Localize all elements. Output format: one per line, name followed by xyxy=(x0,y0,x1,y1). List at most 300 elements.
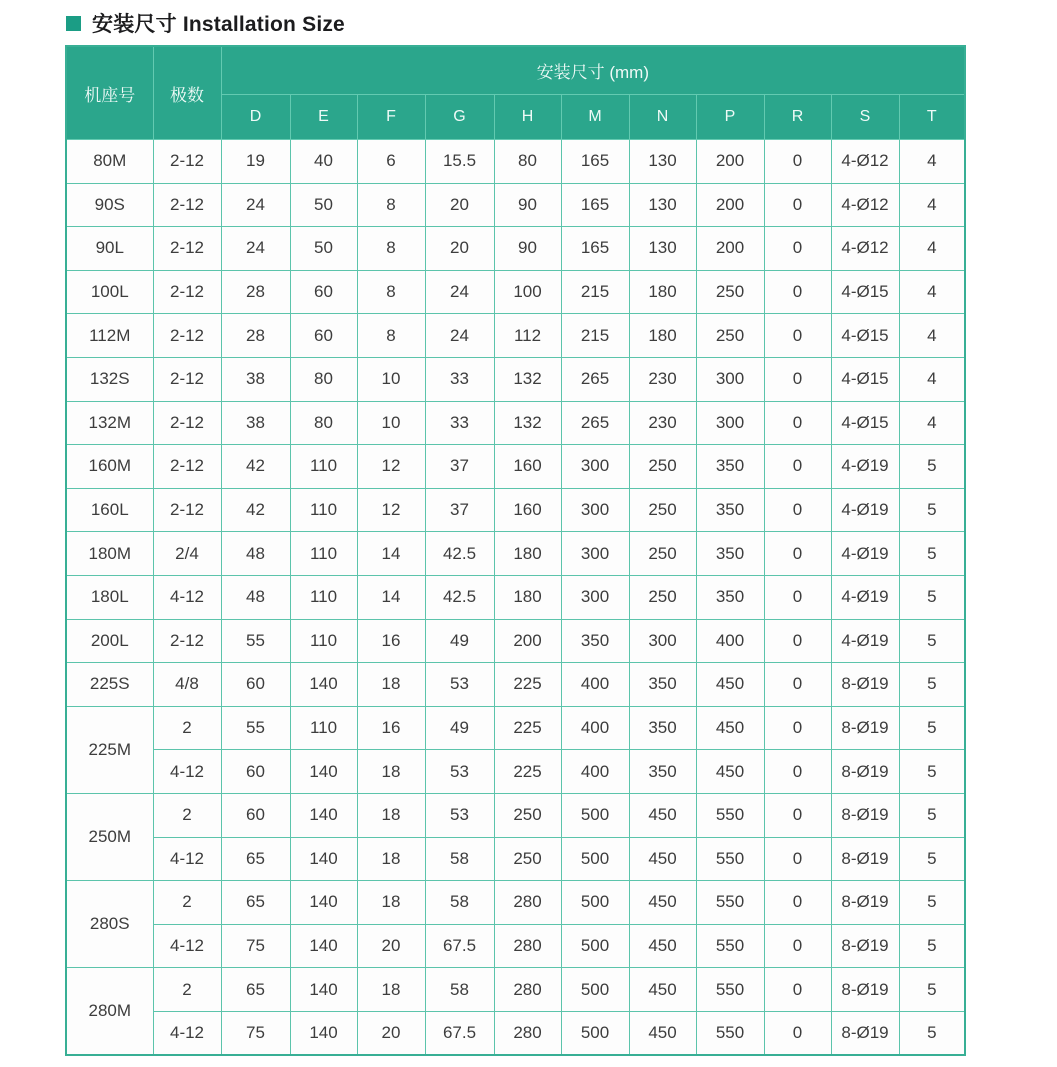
poles-cell: 2 xyxy=(153,881,221,925)
dim-cell-T: 4 xyxy=(899,314,965,358)
dim-cell-D: 48 xyxy=(221,575,290,619)
dim-cell-E: 40 xyxy=(290,140,357,184)
table-row xyxy=(66,227,965,271)
dim-cell-D: 48 xyxy=(221,532,290,576)
dim-cell-R: 0 xyxy=(764,881,831,925)
table-row xyxy=(66,837,965,881)
dim-cell-P: 450 xyxy=(696,663,764,707)
table-row xyxy=(66,619,965,663)
dim-cell-H: 280 xyxy=(494,924,561,968)
dim-cell-S: 8-Ø19 xyxy=(831,924,899,968)
poles-cell: 2-12 xyxy=(153,314,221,358)
dim-cell-F: 18 xyxy=(357,881,425,925)
dim-cell-N: 250 xyxy=(629,532,696,576)
dim-cell-F: 8 xyxy=(357,270,425,314)
table-row xyxy=(66,488,965,532)
dim-cell-R: 0 xyxy=(764,793,831,837)
dim-cell-P: 450 xyxy=(696,706,764,750)
dim-cell-H: 280 xyxy=(494,881,561,925)
dim-cell-E: 60 xyxy=(290,270,357,314)
dim-cell-G: 49 xyxy=(425,706,494,750)
frame-cell: 280S xyxy=(66,881,153,968)
frame-cell: 160M xyxy=(66,445,153,489)
dim-cell-F: 10 xyxy=(357,401,425,445)
dim-cell-E: 140 xyxy=(290,968,357,1012)
dim-cell-T: 4 xyxy=(899,270,965,314)
dim-cell-R: 0 xyxy=(764,750,831,794)
frame-cell: 80M xyxy=(66,140,153,184)
dim-cell-F: 16 xyxy=(357,706,425,750)
dim-cell-N: 250 xyxy=(629,445,696,489)
dim-cell-F: 14 xyxy=(357,532,425,576)
dim-cell-F: 20 xyxy=(357,1011,425,1055)
dim-cell-E: 110 xyxy=(290,619,357,663)
dim-cell-D: 28 xyxy=(221,314,290,358)
table-row xyxy=(66,140,965,184)
frame-cell: 100L xyxy=(66,270,153,314)
dim-cell-P: 300 xyxy=(696,357,764,401)
dim-cell-N: 130 xyxy=(629,227,696,271)
dim-cell-E: 140 xyxy=(290,750,357,794)
dim-cell-P: 350 xyxy=(696,445,764,489)
dim-cell-E: 50 xyxy=(290,227,357,271)
dim-cell-P: 550 xyxy=(696,881,764,925)
frame-cell: 225M xyxy=(66,706,153,793)
dim-cell-R: 0 xyxy=(764,488,831,532)
dim-cell-M: 215 xyxy=(561,314,629,358)
poles-cell: 2-12 xyxy=(153,227,221,271)
dim-cell-N: 130 xyxy=(629,183,696,227)
dim-cell-T: 4 xyxy=(899,227,965,271)
frame-cell: 112M xyxy=(66,314,153,358)
frame-cell: 132S xyxy=(66,357,153,401)
dim-cell-P: 200 xyxy=(696,227,764,271)
dim-cell-F: 18 xyxy=(357,750,425,794)
dim-cell-G: 58 xyxy=(425,837,494,881)
frame-cell: 90S xyxy=(66,183,153,227)
poles-cell: 2 xyxy=(153,793,221,837)
dim-cell-T: 5 xyxy=(899,445,965,489)
dim-cell-T: 5 xyxy=(899,575,965,619)
dim-cell-R: 0 xyxy=(764,445,831,489)
dim-cell-M: 300 xyxy=(561,488,629,532)
table-row xyxy=(66,314,965,358)
dim-cell-E: 80 xyxy=(290,357,357,401)
dim-cell-H: 280 xyxy=(494,968,561,1012)
dim-cell-R: 0 xyxy=(764,619,831,663)
dim-cell-P: 550 xyxy=(696,968,764,1012)
dim-cell-D: 65 xyxy=(221,968,290,1012)
dim-cell-T: 5 xyxy=(899,619,965,663)
dim-cell-T: 4 xyxy=(899,357,965,401)
frame-cell: 160L xyxy=(66,488,153,532)
dim-cell-H: 90 xyxy=(494,183,561,227)
dim-cell-S: 4-Ø15 xyxy=(831,357,899,401)
dim-cell-E: 110 xyxy=(290,706,357,750)
dim-cell-P: 350 xyxy=(696,532,764,576)
dim-cell-R: 0 xyxy=(764,401,831,445)
header-dim-H: H xyxy=(494,95,561,140)
dim-cell-H: 225 xyxy=(494,706,561,750)
dim-cell-T: 5 xyxy=(899,663,965,707)
dim-cell-H: 180 xyxy=(494,575,561,619)
dim-cell-F: 20 xyxy=(357,924,425,968)
frame-cell: 180L xyxy=(66,575,153,619)
table-row xyxy=(66,881,965,925)
dim-cell-N: 250 xyxy=(629,575,696,619)
poles-cell: 2-12 xyxy=(153,140,221,184)
dim-cell-S: 8-Ø19 xyxy=(831,750,899,794)
frame-cell: 200L xyxy=(66,619,153,663)
dim-cell-D: 60 xyxy=(221,793,290,837)
dim-cell-H: 160 xyxy=(494,445,561,489)
dim-cell-G: 42.5 xyxy=(425,532,494,576)
dim-cell-P: 550 xyxy=(696,924,764,968)
header-frame-number: 机座号 xyxy=(66,46,153,140)
dim-cell-T: 4 xyxy=(899,140,965,184)
dim-cell-T: 5 xyxy=(899,837,965,881)
frame-cell: 280M xyxy=(66,968,153,1056)
dim-cell-H: 225 xyxy=(494,750,561,794)
dim-cell-G: 15.5 xyxy=(425,140,494,184)
dim-cell-S: 4-Ø15 xyxy=(831,314,899,358)
header-dim-F: F xyxy=(357,95,425,140)
dim-cell-T: 4 xyxy=(899,401,965,445)
dim-cell-T: 5 xyxy=(899,881,965,925)
dim-cell-M: 265 xyxy=(561,357,629,401)
dim-cell-N: 450 xyxy=(629,881,696,925)
table-row xyxy=(66,445,965,489)
dim-cell-F: 10 xyxy=(357,357,425,401)
dim-cell-G: 37 xyxy=(425,445,494,489)
dim-cell-D: 60 xyxy=(221,663,290,707)
table-row xyxy=(66,183,965,227)
dim-cell-N: 180 xyxy=(629,314,696,358)
dim-cell-D: 65 xyxy=(221,837,290,881)
dim-cell-E: 110 xyxy=(290,532,357,576)
dim-cell-M: 500 xyxy=(561,793,629,837)
table-row xyxy=(66,357,965,401)
poles-cell: 2-12 xyxy=(153,619,221,663)
dim-cell-G: 33 xyxy=(425,401,494,445)
dim-cell-R: 0 xyxy=(764,532,831,576)
table-row xyxy=(66,924,965,968)
dim-cell-N: 350 xyxy=(629,663,696,707)
dim-cell-S: 8-Ø19 xyxy=(831,837,899,881)
dim-cell-N: 180 xyxy=(629,270,696,314)
dim-cell-M: 500 xyxy=(561,924,629,968)
frame-cell: 180M xyxy=(66,532,153,576)
dim-cell-M: 265 xyxy=(561,401,629,445)
dim-cell-D: 38 xyxy=(221,401,290,445)
dim-cell-T: 5 xyxy=(899,968,965,1012)
dim-cell-G: 67.5 xyxy=(425,924,494,968)
dim-cell-T: 5 xyxy=(899,532,965,576)
header-dim-S: S xyxy=(831,95,899,140)
dim-cell-R: 0 xyxy=(764,837,831,881)
dim-cell-N: 450 xyxy=(629,1011,696,1055)
dim-cell-H: 90 xyxy=(494,227,561,271)
dim-cell-S: 8-Ø19 xyxy=(831,706,899,750)
dim-cell-H: 112 xyxy=(494,314,561,358)
dim-cell-M: 400 xyxy=(561,706,629,750)
header-dim-D: D xyxy=(221,95,290,140)
dim-cell-D: 19 xyxy=(221,140,290,184)
dim-cell-D: 55 xyxy=(221,619,290,663)
dim-cell-P: 250 xyxy=(696,270,764,314)
dim-cell-G: 58 xyxy=(425,881,494,925)
dim-cell-H: 200 xyxy=(494,619,561,663)
dim-cell-N: 230 xyxy=(629,401,696,445)
dim-cell-M: 400 xyxy=(561,663,629,707)
dim-cell-D: 38 xyxy=(221,357,290,401)
dim-cell-S: 4-Ø19 xyxy=(831,575,899,619)
dim-cell-R: 0 xyxy=(764,663,831,707)
poles-cell: 2/4 xyxy=(153,532,221,576)
dim-cell-P: 350 xyxy=(696,488,764,532)
dim-cell-R: 0 xyxy=(764,968,831,1012)
dim-cell-M: 300 xyxy=(561,575,629,619)
dim-cell-F: 6 xyxy=(357,140,425,184)
header-dim-R: R xyxy=(764,95,831,140)
dim-cell-N: 450 xyxy=(629,968,696,1012)
dim-cell-G: 42.5 xyxy=(425,575,494,619)
dim-cell-T: 5 xyxy=(899,488,965,532)
dim-cell-H: 132 xyxy=(494,357,561,401)
header-dim-P: P xyxy=(696,95,764,140)
section-title-text: 安装尺寸 Installation Size xyxy=(92,13,345,36)
dim-cell-G: 49 xyxy=(425,619,494,663)
dim-cell-P: 200 xyxy=(696,183,764,227)
dim-cell-S: 8-Ø19 xyxy=(831,793,899,837)
dim-cell-T: 5 xyxy=(899,793,965,837)
dim-cell-G: 53 xyxy=(425,663,494,707)
dim-cell-N: 450 xyxy=(629,837,696,881)
table-row xyxy=(66,1011,965,1055)
dim-cell-G: 24 xyxy=(425,314,494,358)
dim-cell-D: 24 xyxy=(221,183,290,227)
dim-cell-T: 5 xyxy=(899,750,965,794)
table-row xyxy=(66,663,965,707)
dim-cell-N: 350 xyxy=(629,750,696,794)
header-dim-T: T xyxy=(899,95,965,140)
dim-cell-M: 165 xyxy=(561,140,629,184)
dim-cell-R: 0 xyxy=(764,706,831,750)
poles-cell: 4-12 xyxy=(153,924,221,968)
dim-cell-F: 8 xyxy=(357,183,425,227)
header-pole-count: 极数 xyxy=(153,46,221,140)
dim-cell-F: 18 xyxy=(357,837,425,881)
dim-cell-D: 65 xyxy=(221,881,290,925)
dim-cell-R: 0 xyxy=(764,140,831,184)
table-row xyxy=(66,401,965,445)
poles-cell: 2 xyxy=(153,968,221,1012)
poles-cell: 2-12 xyxy=(153,488,221,532)
dim-cell-G: 67.5 xyxy=(425,1011,494,1055)
dim-cell-E: 50 xyxy=(290,183,357,227)
dim-cell-P: 550 xyxy=(696,793,764,837)
dim-cell-D: 24 xyxy=(221,227,290,271)
dim-cell-F: 8 xyxy=(357,314,425,358)
dim-cell-G: 20 xyxy=(425,227,494,271)
dim-cell-R: 0 xyxy=(764,575,831,619)
dim-cell-M: 215 xyxy=(561,270,629,314)
dim-cell-S: 4-Ø19 xyxy=(831,532,899,576)
dim-cell-H: 132 xyxy=(494,401,561,445)
dim-cell-S: 4-Ø19 xyxy=(831,488,899,532)
dim-cell-H: 250 xyxy=(494,837,561,881)
poles-cell: 2-12 xyxy=(153,357,221,401)
dim-cell-G: 20 xyxy=(425,183,494,227)
dim-cell-P: 300 xyxy=(696,401,764,445)
dim-cell-N: 350 xyxy=(629,706,696,750)
dim-cell-P: 450 xyxy=(696,750,764,794)
table-header xyxy=(66,46,965,140)
dim-cell-E: 140 xyxy=(290,837,357,881)
dim-cell-F: 18 xyxy=(357,663,425,707)
header-dim-E: E xyxy=(290,95,357,140)
dim-cell-D: 42 xyxy=(221,445,290,489)
frame-cell: 132M xyxy=(66,401,153,445)
dim-cell-M: 300 xyxy=(561,445,629,489)
dim-cell-N: 300 xyxy=(629,619,696,663)
frame-cell: 90L xyxy=(66,227,153,271)
dim-cell-S: 8-Ø19 xyxy=(831,968,899,1012)
dim-cell-D: 42 xyxy=(221,488,290,532)
poles-cell: 2-12 xyxy=(153,445,221,489)
dim-cell-G: 58 xyxy=(425,968,494,1012)
poles-cell: 4-12 xyxy=(153,750,221,794)
dim-cell-P: 400 xyxy=(696,619,764,663)
table-row xyxy=(66,750,965,794)
dim-cell-R: 0 xyxy=(764,314,831,358)
dim-cell-E: 60 xyxy=(290,314,357,358)
dim-cell-G: 37 xyxy=(425,488,494,532)
dim-cell-M: 165 xyxy=(561,183,629,227)
dim-cell-H: 250 xyxy=(494,793,561,837)
dim-cell-G: 24 xyxy=(425,270,494,314)
dim-cell-R: 0 xyxy=(764,1011,831,1055)
dim-cell-H: 100 xyxy=(494,270,561,314)
poles-cell: 2 xyxy=(153,706,221,750)
dim-cell-N: 250 xyxy=(629,488,696,532)
dim-cell-E: 140 xyxy=(290,663,357,707)
dim-cell-E: 110 xyxy=(290,575,357,619)
table-row xyxy=(66,270,965,314)
dim-cell-H: 280 xyxy=(494,1011,561,1055)
dim-cell-D: 75 xyxy=(221,924,290,968)
dim-cell-H: 80 xyxy=(494,140,561,184)
dim-cell-R: 0 xyxy=(764,924,831,968)
poles-cell: 4-12 xyxy=(153,575,221,619)
dim-cell-S: 4-Ø19 xyxy=(831,619,899,663)
dim-cell-H: 225 xyxy=(494,663,561,707)
dim-cell-E: 140 xyxy=(290,881,357,925)
dim-cell-N: 450 xyxy=(629,924,696,968)
header-dim-N: N xyxy=(629,95,696,140)
dim-cell-R: 0 xyxy=(764,270,831,314)
dim-cell-D: 28 xyxy=(221,270,290,314)
dim-cell-S: 8-Ø19 xyxy=(831,663,899,707)
section-title xyxy=(66,8,345,38)
dim-cell-D: 75 xyxy=(221,1011,290,1055)
dim-cell-M: 300 xyxy=(561,532,629,576)
poles-cell: 2-12 xyxy=(153,401,221,445)
dim-cell-R: 0 xyxy=(764,227,831,271)
frame-cell: 225S xyxy=(66,663,153,707)
header-row-top xyxy=(66,46,965,95)
dim-cell-S: 4-Ø12 xyxy=(831,227,899,271)
dim-cell-M: 500 xyxy=(561,1011,629,1055)
dim-cell-N: 230 xyxy=(629,357,696,401)
table-row xyxy=(66,575,965,619)
dim-cell-T: 4 xyxy=(899,183,965,227)
table-row xyxy=(66,532,965,576)
dim-cell-E: 80 xyxy=(290,401,357,445)
dim-cell-E: 140 xyxy=(290,793,357,837)
dim-cell-M: 500 xyxy=(561,881,629,925)
dim-cell-T: 5 xyxy=(899,924,965,968)
table-row xyxy=(66,968,965,1012)
dim-cell-M: 165 xyxy=(561,227,629,271)
dim-cell-S: 4-Ø12 xyxy=(831,140,899,184)
dim-cell-F: 18 xyxy=(357,793,425,837)
dim-cell-S: 4-Ø15 xyxy=(831,270,899,314)
dim-cell-P: 250 xyxy=(696,314,764,358)
poles-cell: 4-12 xyxy=(153,1011,221,1055)
dim-cell-E: 110 xyxy=(290,488,357,532)
dim-cell-F: 14 xyxy=(357,575,425,619)
dim-cell-F: 18 xyxy=(357,968,425,1012)
dim-cell-E: 140 xyxy=(290,1011,357,1055)
dim-cell-F: 12 xyxy=(357,445,425,489)
dim-cell-F: 8 xyxy=(357,227,425,271)
dim-cell-T: 5 xyxy=(899,1011,965,1055)
dim-cell-F: 12 xyxy=(357,488,425,532)
frame-cell: 250M xyxy=(66,793,153,880)
dim-cell-E: 140 xyxy=(290,924,357,968)
header-dim-G: G xyxy=(425,95,494,140)
poles-cell: 4/8 xyxy=(153,663,221,707)
table-row xyxy=(66,793,965,837)
dim-cell-P: 350 xyxy=(696,575,764,619)
dim-cell-P: 200 xyxy=(696,140,764,184)
dim-cell-S: 4-Ø12 xyxy=(831,183,899,227)
poles-cell: 2-12 xyxy=(153,183,221,227)
dim-cell-E: 110 xyxy=(290,445,357,489)
dim-cell-M: 500 xyxy=(561,837,629,881)
header-dim-M: M xyxy=(561,95,629,140)
header-installation-size-span: 安装尺寸 (mm) xyxy=(221,46,965,95)
dim-cell-N: 130 xyxy=(629,140,696,184)
dim-cell-G: 33 xyxy=(425,357,494,401)
dim-cell-F: 16 xyxy=(357,619,425,663)
dim-cell-M: 500 xyxy=(561,968,629,1012)
dim-cell-G: 53 xyxy=(425,750,494,794)
poles-cell: 4-12 xyxy=(153,837,221,881)
table-row xyxy=(66,706,965,750)
dim-cell-P: 550 xyxy=(696,1011,764,1055)
dim-cell-G: 53 xyxy=(425,793,494,837)
dim-cell-R: 0 xyxy=(764,357,831,401)
dim-cell-M: 400 xyxy=(561,750,629,794)
poles-cell: 2-12 xyxy=(153,270,221,314)
dim-cell-N: 450 xyxy=(629,793,696,837)
dim-cell-H: 160 xyxy=(494,488,561,532)
dim-cell-D: 60 xyxy=(221,750,290,794)
dim-cell-S: 4-Ø19 xyxy=(831,445,899,489)
section-bullet-icon xyxy=(66,16,81,31)
